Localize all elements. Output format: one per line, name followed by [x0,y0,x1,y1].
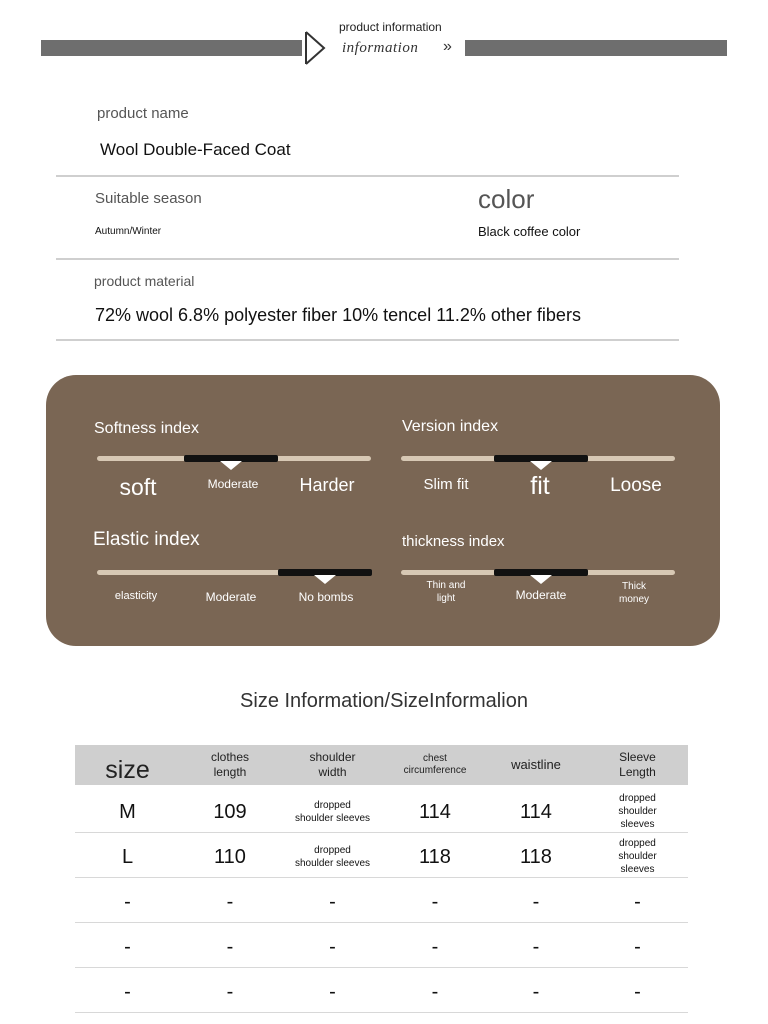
row-divider [75,877,688,878]
table-cell: - [124,980,131,1003]
column-header-clothes-length: clothes length [210,750,250,779]
divider [56,175,679,177]
season-label: Suitable season [95,190,202,207]
thickness-option-moderate: Moderate [515,588,567,602]
softness-pointer-icon [220,461,242,470]
table-cell: M [119,800,136,823]
table-cell: - [329,935,336,958]
thickness-track [401,570,675,575]
header-bar-left [41,40,302,56]
play-arrow-icon [304,30,328,66]
elastic-pointer-icon [314,575,336,584]
table-cell: - [532,890,540,913]
table-cell: 110 [214,845,246,868]
table-cell: 114 [520,800,552,823]
softness-option-harder: Harder [299,475,355,495]
row-divider [75,967,688,968]
row-divider [75,922,688,923]
divider [56,258,679,260]
table-cell: - [532,935,540,958]
thickness-option-thin: Thin and light [426,580,466,604]
color-label: color [478,184,535,214]
elastic-option-elasticity: elasticity [114,590,158,602]
elastic-option-moderate: Moderate [205,590,257,604]
column-header-sleeve-length: Sleeve Length [619,750,656,779]
version-pointer-icon [530,461,552,470]
softness-option-moderate: Moderate [207,477,259,491]
row-divider [75,832,688,833]
table-cell: 118 [520,845,552,868]
elastic-option-no-bombs: No bombs [298,590,354,604]
table-cell: - [329,890,336,913]
table-cell: - [226,935,234,958]
table-cell: - [124,935,131,958]
version-option-loose: Loose [610,475,662,496]
product-name-value: Wool Double-Faced Coat [100,140,291,159]
elastic-track [97,570,371,575]
row-divider [75,1012,688,1013]
table-cell: dropped shoulder sleeves [294,844,371,869]
header-bar-right [465,40,727,56]
table-cell: - [634,980,641,1003]
material-label: product material [94,273,195,289]
table-cell: dropped shoulder sleeves [294,799,371,824]
softness-index-title: Softness index [94,420,199,437]
season-value: Autumn/Winter [95,226,162,237]
header-title: product information [339,20,442,34]
table-cell: dropped shoulder sleeves [618,838,657,875]
thickness-index-title: thickness index [402,533,505,550]
table-cell: 114 [419,800,451,823]
table-cell: 109 [213,800,247,823]
thickness-pointer-icon [530,575,552,584]
version-option-fit: fit [530,472,550,500]
version-track [401,456,675,461]
table-cell: - [431,980,439,1003]
table-cell: 118 [419,845,451,868]
softness-track [97,456,371,461]
version-option-slim-fit: Slim fit [423,476,469,493]
table-cell: - [226,980,234,1003]
table-cell: - [634,935,641,958]
fabric-index-panel [46,375,720,646]
header-script: information [342,40,419,56]
table-cell: - [431,890,439,913]
material-value: 72% wool 6.8% polyester fiber 10% tencel 11.2% other fibers [95,305,581,325]
size-table-header [75,745,688,785]
table-cell: - [226,890,234,913]
table-cell: L [121,845,134,868]
table-cell: - [431,935,439,958]
version-index-title: Version index [402,418,499,435]
column-header-size: size [105,756,150,785]
thickness-option-thick: Thick money [618,581,649,605]
double-chevron-icon: » [443,38,452,55]
table-cell: dropped shoulder sleeves [618,793,657,830]
column-header-chest: chest circumference [403,752,467,776]
product-name-label: product name [97,105,189,122]
size-table-heading: Size Information/SizeInformalion [240,690,528,712]
color-value: Black coffee color [478,224,581,239]
column-header-shoulder-width: shoulder width [309,750,356,779]
softness-option-soft: soft [119,474,157,500]
column-header-waistline: waistline [511,756,561,772]
divider [56,339,679,341]
table-cell: - [634,890,641,913]
table-cell: - [124,890,131,913]
elastic-index-title: Elastic index [93,529,200,550]
table-cell: - [532,980,540,1003]
table-cell: - [329,980,336,1003]
